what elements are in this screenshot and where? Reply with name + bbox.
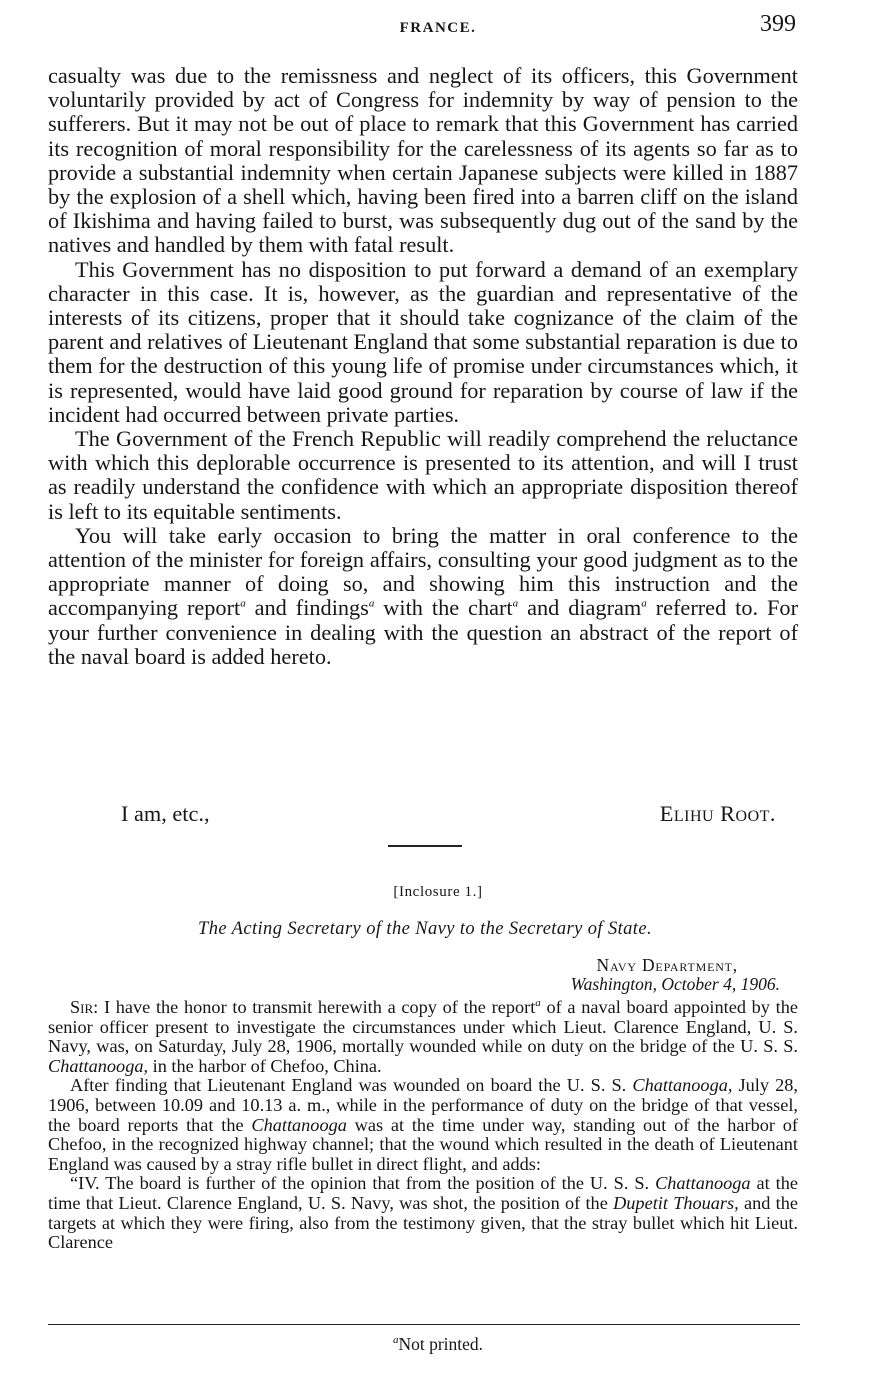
ship-name: Chattanooga, [48, 1055, 149, 1076]
text-span: in the harbor of Chefoo, China. [148, 1055, 382, 1076]
ship-name: Dupetit Thouars, [613, 1192, 739, 1213]
footnote-marker: a [240, 598, 246, 611]
running-header: FRANCE. [399, 20, 477, 36]
salutation: Sir: [70, 997, 99, 1017]
text-span: with the chart [374, 595, 513, 621]
text-span: at the time that Lieut. Clarence England, U. S. Navy, was shot, the position of the [48, 1173, 798, 1213]
complimentary-close: I am, etc., [121, 801, 210, 826]
text-span: and diagram [518, 595, 642, 621]
inclosure-paragraph-3 [48, 1174, 798, 1252]
footnote-marker: a [641, 598, 647, 611]
dateline-date: Washington, October 4, 1906. [570, 974, 780, 994]
text-span: was at the time under way, standing out of the harbor of Chefoo, in the recognized highway channel; that the wound which resulted in the death of Lieutenant England was caused by a stray rifle bullet in direct flight, and adds: [48, 1114, 798, 1174]
text-span: and findings [245, 595, 369, 621]
footnote-marker: a [535, 996, 541, 1009]
letter-body [48, 64, 798, 669]
text-span: “IV. The board is further of the opinion that from the position of the U. S. S. [70, 1173, 656, 1194]
text-span: and the targets at which they were firing, also from the testimony given, that the stray bullet which hit Lieut. Clarence [48, 1192, 799, 1253]
text-span: referred to. For your further convenience in dealing with the question an abstract of the report of the naval board is added hereto. [48, 595, 798, 669]
text-span: of a naval board appointed by the senior officer present to investigate the circumstances under which Lieut. Clarence England, U. S. Navy, was, on Saturday, July 28, 1906, mortally wounded while on duty on the bridge of the U. S. S. [48, 997, 798, 1057]
text-span: July 28, 1906, between 10.09 and 10.13 a. m., while in the performance of duty on the bridge of that vessel, the board reports that the [48, 1075, 799, 1135]
footnote-marker: a [512, 598, 519, 611]
letter-paragraph-2: This Government has no disposition to put forward a demand of an exemplary character in this case. It is, however, as the guardian and representative of the interests of its citizens, proper that it should take cognizance of the claim of the parent and relatives of Lieutenant England that some substantial reparation is due to them for the destruction of this young life of promise under circumstances which, it is represented, would have laid good ground for reparation by course of law if the incident had occurred between private parties. [48, 256, 798, 427]
letter-paragraph-1: casualty was due to the remissness and neglect of its officers, this Government voluntarily provided by act of Congress for indemnity by way of pension to the sufferers. But it may not be out of place to remark that this Government has carried its recognition of moral responsibility for the carelessness of its agents so far as to provide a substantial indemnity when certain Japanese subjects were killed in 1887 by the explosion of a shell which, having been fired into a barren cliff on the island of Ikishima and having failed to burst, was subsequently dug out of the sand by the natives and handled by them with fatal result. [48, 63, 798, 258]
inclosure-paragraph-1 [48, 998, 798, 1076]
text-span: After finding that Lieutenant England was wounded on board the U. S. S. [70, 1075, 633, 1096]
ship-name: Chattanooga [655, 1173, 751, 1194]
page-number: 399 [760, 11, 796, 37]
letter-paragraph-3: The Government of the French Republic will readily comprehend the reluctance with which this deplorable occurrence is presented to its attention, and will I trust as readily understand the confidence with which an appropriate disposition thereof is left to its equitable sentiments. [48, 426, 798, 524]
signature: Elihu Root. [659, 801, 776, 826]
footnote-marker: a [392, 1334, 399, 1347]
inclosure-label: [Inclosure 1.] [393, 884, 483, 900]
footnote-text: Not printed. [398, 1334, 484, 1354]
footnote-rule [48, 1324, 800, 1325]
ship-name: Chattanooga, [632, 1075, 733, 1096]
footnote [0, 1334, 876, 1355]
footnote-marker: a [368, 598, 375, 611]
letter-paragraph-4 [48, 524, 798, 669]
text-span: I have the honor to transmit herewith a copy of the report [98, 997, 536, 1017]
inclosure-title: The Acting Secretary of the Navy to the Secretary of State. [198, 919, 652, 939]
dateline-department: Navy Department, [596, 955, 738, 975]
dateline [571, 956, 780, 994]
inclosure-body [48, 998, 798, 1253]
text-span: You will take early occasion to bring the matter in oral conference to the attention of the minister for foreign affairs, consulting your good judgment as to the appropriate manner of doing so, and showing him this instruction and the accompanying report [48, 522, 798, 621]
letter-closing [48, 801, 776, 827]
inclosure-paragraph-2 [48, 1076, 798, 1174]
ship-name: Chattanooga [251, 1114, 347, 1135]
section-divider [388, 845, 462, 847]
